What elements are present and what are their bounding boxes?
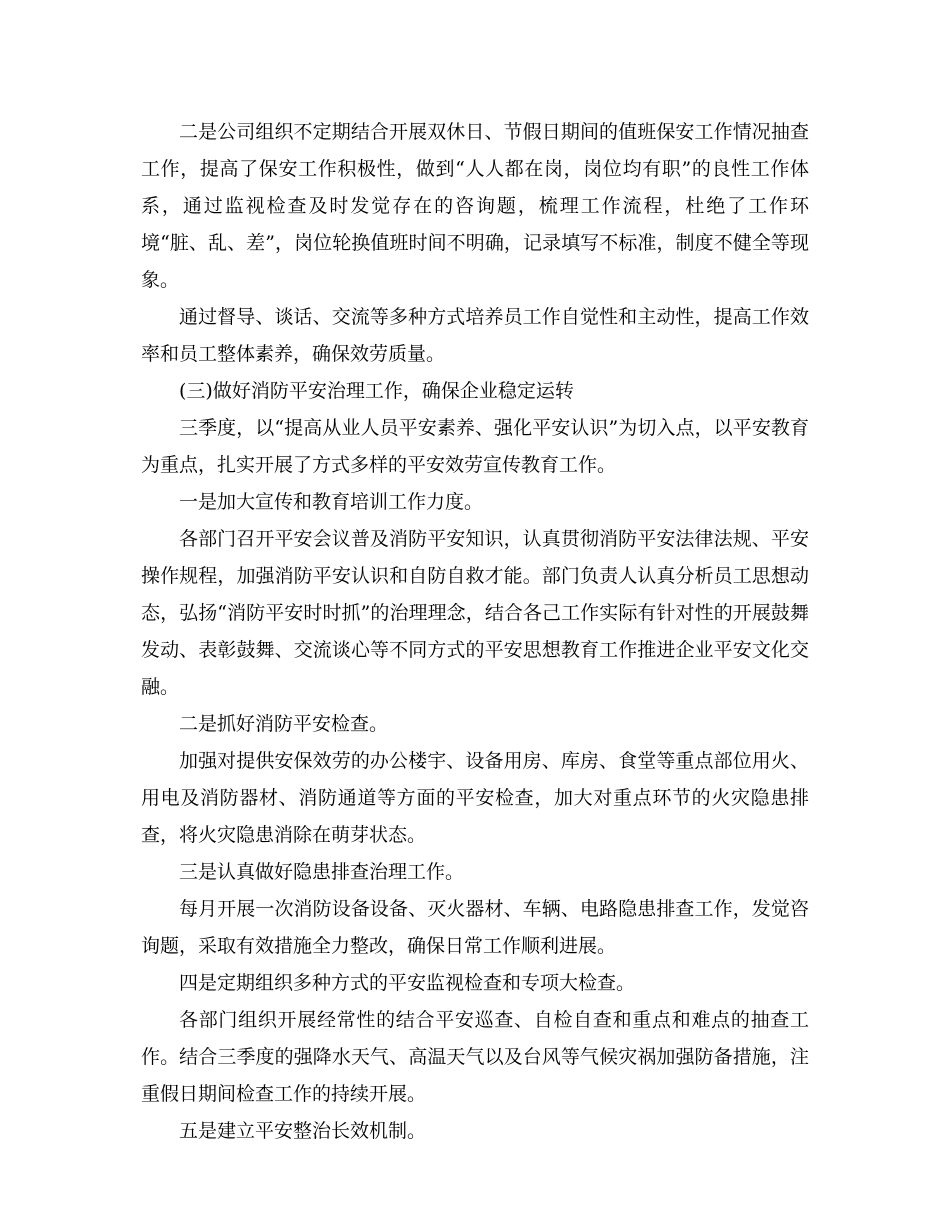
paragraph-supervision-methods: 通过督导、谈话、交流等多种方式培养员工作自觉性和主动性，提高工作效率和员工整体素养，确保效劳质量。	[141, 306, 809, 365]
paragraph-patrol-inspection: 各部门组织开展经常性的结合平安巡查、自检自查和重点和难点的抽查工作。结合三季度的强降水天气、高温天气以及台风等气候灾祸加强防备措施，注重假日期间检查工作的持续开展。	[141, 1009, 809, 1105]
point-three-heading: 三是认真做好隐患排查治理工作。	[179, 861, 465, 883]
point-five-heading: 五是建立平安整治长效机制。	[179, 1120, 427, 1142]
paragraph-monthly-check: 每月开展一次消防设备设备、灭火器材、车辆、电路隐患排查工作，发觉咨询题，采取有效措施全力整改，确保日常工作顺利进展。	[141, 898, 809, 957]
point-two-heading: 二是抓好消防平安检查。	[179, 713, 389, 735]
point-four-heading: 四是定期组织多种方式的平安监视检查和专项大检查。	[179, 972, 636, 994]
paragraph-safety-meetings: 各部门召开平安会议普及消防平安知识，认真贯彻消防平安法律法规、平安操作规程，加强消防平安认识和自防自救才能。部门负责人认真分析员工思想动态，弘扬“消防平安时时抓”的治理理念，结合各己工作实际有针对性的开展鼓舞发动、表彰鼓舞、交流谈心等不同方式的平安思想教育工作推进企业平安文化交融。	[141, 528, 809, 698]
paragraph-saturday-duty-check: 二是公司组织不定期结合开展双休日、节假日期间的值班保安工作情况抽查工作，提高了保安工作积极性，做到“人人都在岗，岗位均有职”的良性工作体系，通过监视检查及时发觉存在的咨询题，梳理工作流程，杜绝了工作环境“脏、乱、差”，岗位轮换值班时间不明确，记录填写不标准，制度不健全等现象。	[141, 121, 809, 291]
paragraph-safety-inspection: 加强对提供安保效劳的办公楼宇、设备用房、库房、食堂等重点部位用火、用电及消防器材、消防通道等方面的平安检查，加大对重点环节的火灾隐患排查，将火灾隐患消除在萌芽状态。	[141, 750, 809, 846]
paragraph-third-quarter: 三季度，以“提高从业人员平安素养、强化平安认识”为切入点，以平安教育为重点，扎实开展了方式多样的平安效劳宣传教育工作。	[141, 417, 809, 476]
point-one-heading: 一是加大宣传和教育培训工作力度。	[179, 491, 484, 513]
document-body	[141, 114, 809, 1150]
section-heading-fire-safety: (三)做好消防平安治理工作，确保企业稳定运转	[179, 380, 574, 402]
